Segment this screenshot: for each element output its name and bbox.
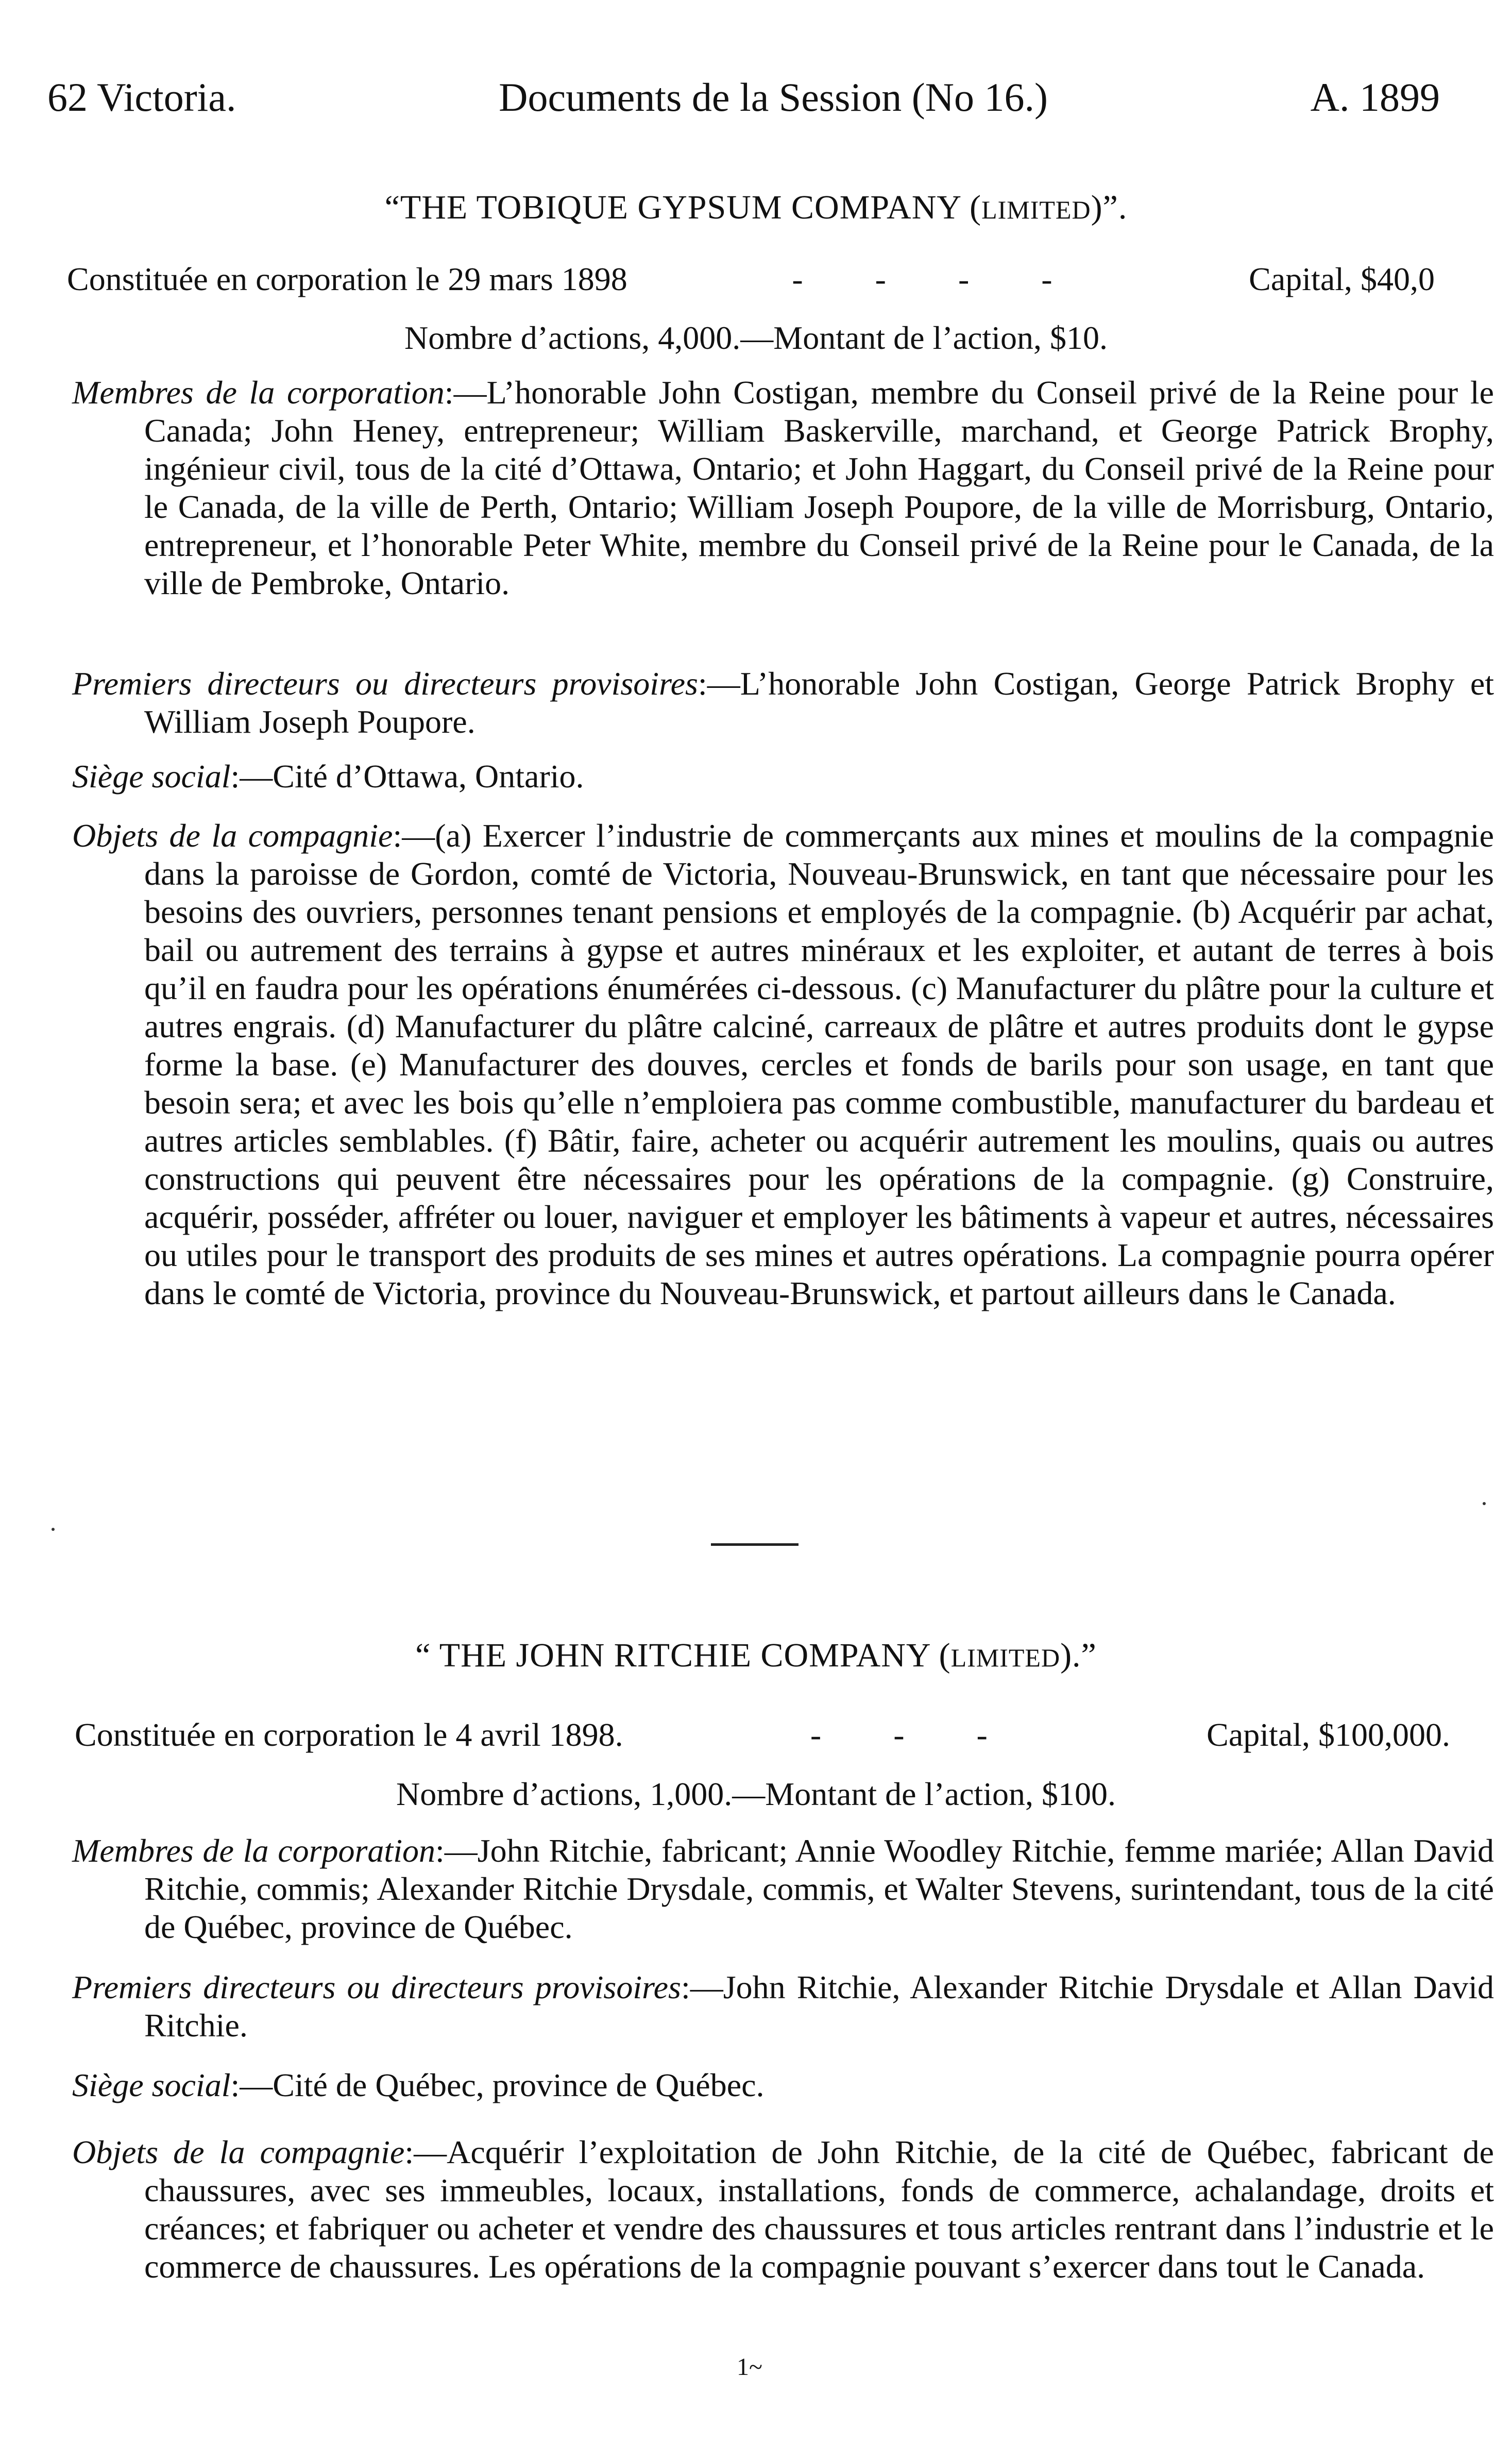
incorporation-line-ritchie bbox=[75, 1718, 1450, 1751]
company-title-tobique: “THE TOBIQUE GYPSUM COMPANY (LIMITED)”. bbox=[384, 189, 1128, 226]
header-year: A. 1899 bbox=[1310, 75, 1440, 120]
directors-label: Premiers directeurs ou directeurs provisoires bbox=[72, 665, 698, 702]
directors-paragraph-ritchie bbox=[72, 1968, 1494, 2045]
objects-label: Objets de la compagnie bbox=[72, 2134, 405, 2170]
members-paragraph-ritchie bbox=[72, 1832, 1494, 1946]
limited-smallcaps: LIMITED bbox=[981, 195, 1091, 224]
leader-dashes: - - - - bbox=[792, 261, 1084, 297]
directors-label: Premiers directeurs ou directeurs provisoires bbox=[72, 1969, 681, 2005]
members-paragraph-tobique bbox=[72, 374, 1494, 602]
seat-label: Siège social bbox=[72, 2067, 231, 2103]
capital: Capital, $40,0 bbox=[1249, 261, 1435, 297]
objects-paragraph-ritchie bbox=[72, 2133, 1494, 2286]
seat-paragraph-ritchie bbox=[72, 2066, 1494, 2104]
objects-text: :—Acquérir l’exploitation de John Ritchie, de la cité de Québec, fabricant de chaussures, avec ses immeubles, locaux, installations, fonds de commerce, achalandage, droits et créances; et fabriquer ou acheter et vendre des chaussures et tous articles rentrant dans l’industrie et le commerce de chaussures. Les opérations de la compagnie pouvant s’exercer dans tout le Canada. bbox=[144, 2134, 1494, 2285]
objects-label: Objets de la compagnie bbox=[72, 817, 393, 854]
leader-dashes: - - - bbox=[810, 1716, 1020, 1753]
running-head bbox=[47, 75, 1440, 120]
limited-smallcaps: LIMITED bbox=[950, 1643, 1061, 1672]
section-divider bbox=[711, 1543, 799, 1546]
directors-paragraph-tobique bbox=[72, 665, 1494, 741]
members-text: :—John Ritchie, fabricant; Annie Woodley Ritchie, femme mariée; Allan David Ritchie, commis; Alexander Ritchie Drysdale, commis, et Walter Stevens, surintendant, tous de la cité de Québec, province de Québec. bbox=[144, 1832, 1494, 1945]
company-title-ritchie: “ THE JOHN RITCHIE COMPANY (LIMITED).” bbox=[415, 1637, 1097, 1674]
seat-text: :—Cité d’Ottawa, Ontario. bbox=[230, 758, 584, 795]
ink-speck bbox=[52, 1528, 55, 1531]
seat-label: Siège social bbox=[72, 758, 231, 795]
incorporation-line-tobique bbox=[67, 263, 1435, 296]
capital: Capital, $100,000. bbox=[1207, 1716, 1450, 1753]
directors-text: :—John Ritchie, Alexander Ritchie Drysdale et Allan David Ritchie. bbox=[144, 1969, 1494, 2044]
incorporation-date: Constituée en corporation le 4 avril 1898. bbox=[75, 1716, 623, 1753]
directors-text: :—L’honorable John Costigan, George Patrick Brophy et William Joseph Poupore. bbox=[144, 665, 1494, 740]
header-title: Documents de la Session (No 16.) bbox=[499, 75, 1048, 120]
members-text: :—L’honorable John Costigan, membre du Conseil privé de la Reine pour le Canada; John Heney, entrepreneur; William Baskerville, marchand, et George Patrick Brophy, ingénieur civil, tous de la cité d’Ottawa, Ontario; et John Haggart, du Conseil privé de la Reine pour le Canada, de la ville de Perth, Ontario; William Joseph Poupore, de la ville de Morrisburg, Ontario, entrepreneur, et l’honorable Peter White, membre du Conseil privé de la Reine pour le Canada, de la ville de Pembroke, Ontario. bbox=[144, 374, 1494, 601]
page-mark: 1~ bbox=[737, 2353, 762, 2381]
members-label: Membres de la corporation bbox=[72, 374, 445, 411]
ink-speck bbox=[1483, 1502, 1486, 1505]
members-label: Membres de la corporation bbox=[72, 1832, 435, 1869]
seat-text: :—Cité de Québec, province de Québec. bbox=[230, 2067, 765, 2103]
objects-paragraph-tobique bbox=[72, 817, 1494, 1312]
shares-line-ritchie: Nombre d’actions, 1,000.—Montant de l’action, $100. bbox=[396, 1776, 1116, 1812]
seat-paragraph-tobique bbox=[72, 757, 1494, 796]
shares-line-tobique: Nombre d’actions, 4,000.—Montant de l’action, $10. bbox=[404, 319, 1108, 356]
header-volume: 62 Victoria. bbox=[47, 75, 236, 120]
objects-text: :—(a) Exercer l’industrie de commerçants aux mines et moulins de la compagnie dans la paroisse de Gordon, comté de Victoria, Nouveau-Brunswick, en tant que nécessaire pour les besoins des ouvriers, personnes tenant pensions et employés de la compagnie. (b) Acquérir par achat, bail ou autrement des terrains à gypse et autres minéraux et les exploiter, et autant de terres à bois qu’il en faudra pour les opérations énumérées ci-dessous. (c) Manufacturer du plâtre pour la culture et autres engrais. (d) Manufacturer du plâtre calciné, carreaux de plâtre et autres produits dont le gypse forme la base. (e) Manufacturer des douves, cercles et fonds de barils pour son usage, en tant que besoin sera; et avec les bois qu’elle n’emploiera pas comme combustible, manufacturer du bardeau et autres articles semblables. (f) Bâtir, faire, acheter ou acquérir autrement les moulins, quais ou autres constructions qui peuvent être nécessaires pour les opérations de la compagnie. (g) Construire, acquérir, posséder, affréter ou louer, naviguer et employer les bâtiments à vapeur et autres, nécessaires ou utiles pour le transport des produits de ses mines et autres opérations. La compagnie pourra opérer dans le comté de Victoria, province du Nouveau-Brunswick, et partout ailleurs dans le Canada. bbox=[144, 817, 1494, 1311]
incorporation-date: Constituée en corporation le 29 mars 1898 bbox=[67, 261, 627, 297]
